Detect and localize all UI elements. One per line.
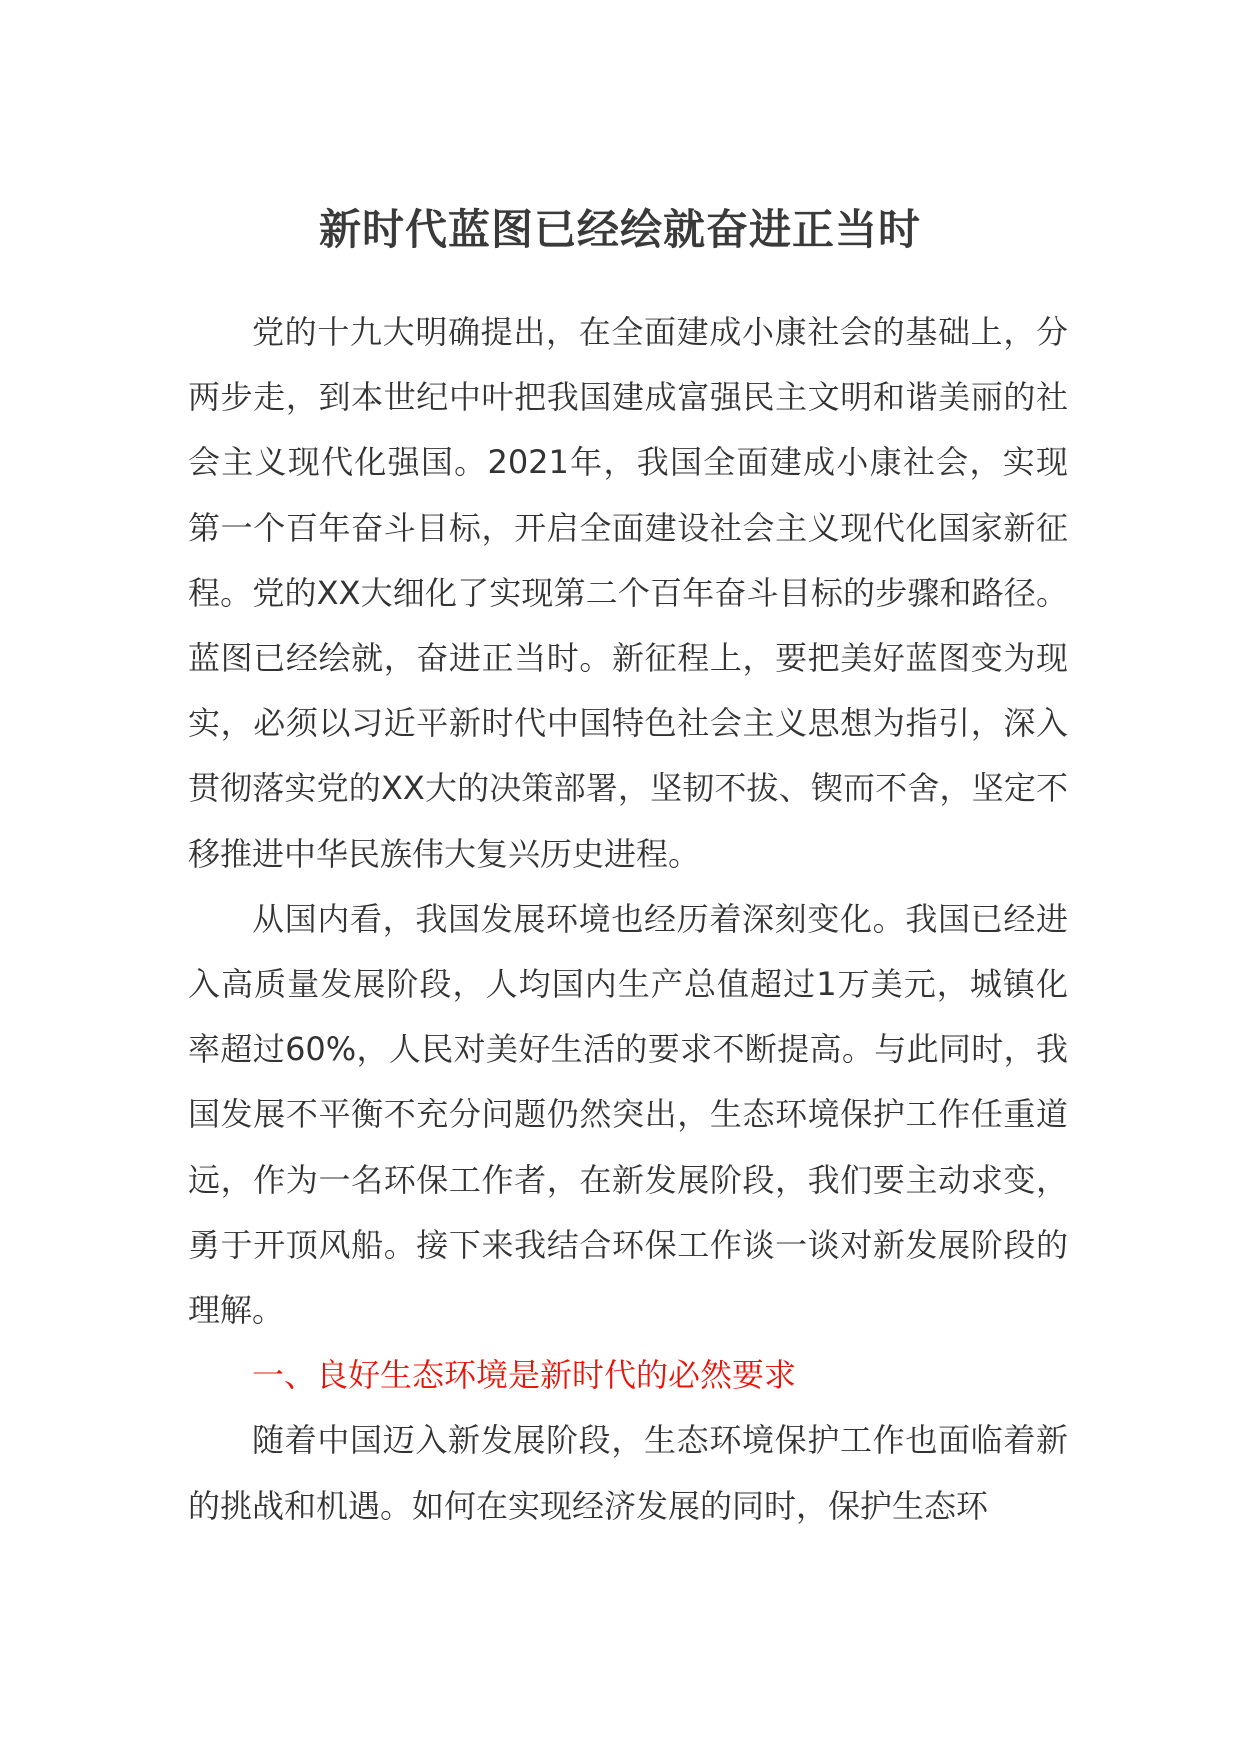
paragraph-1: 党的十九大明确提出，在全面建成小康社会的基础上，分两步走，到本世纪中叶把我国建成富强民主文明和谐美丽的社会主义现代化强国。2021年，我国全面建成小康社会，实现第一个百年奋斗目标，开启全面建设社会主义现代化国家新征程。党的XX大细化了实现第二个百年奋斗目标的步骤和路径。蓝图已经绘就，奋进正当时。新征程上，要把美好蓝图变为现实，必须以习近平新时代中国特色社会主义思想为指引，深入贯彻落实党的XX大的决策部署，坚韧不拔、锲而不舍，坚定不移推进中华民族伟大复兴历史进程。 [188, 313, 1068, 873]
paragraph-3: 随着中国迈入新发展阶段，生态环境保护工作也面临着新的挑战和机遇。如何在实现经济发展的同时，保护生态环 [188, 1421, 1068, 1525]
section-heading: 一、良好生态环境是新时代的必然要求 [252, 1356, 797, 1395]
document-body [188, 300, 1068, 1539]
paragraph-2: 从国内看，我国发展环境也经历着深刻变化。我国已经进入高质量发展阶段，人均国内生产总值超过1万美元，城镇化率超过60%，人民对美好生活的要求不断提高。与此同时，我国发展不平衡不充分问题仍然突出，生态环境保护工作任重道远，作为一名环保工作者，在新发展阶段，我们要主动求变，勇于开顶风船。接下来我结合环保工作谈一谈对新发展阶段的理解。 [188, 899, 1068, 1330]
document-title: 新时代蓝图已经绘就奋进正当时 [318, 205, 921, 254]
